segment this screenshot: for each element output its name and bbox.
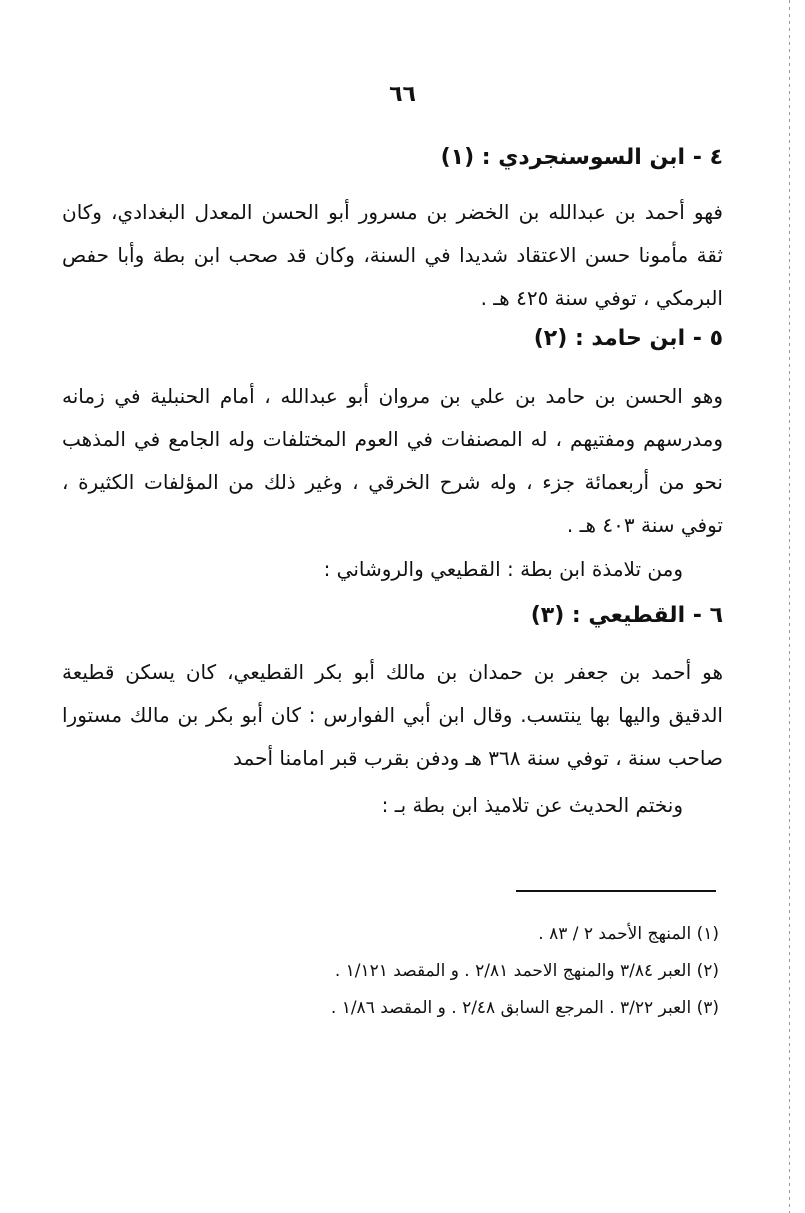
closing-text: ونختم الحديث عن تلاميذ ابن بطة بـ : xyxy=(381,793,683,817)
footnote-2: (٢) العبر ٣/٨٤ والمنهج الاحمد ٢/٨١ . و المقصد ١/١٢١ . xyxy=(334,961,719,981)
transition-block xyxy=(62,548,723,591)
footnote-separator xyxy=(516,890,716,892)
section-6 xyxy=(62,601,723,780)
section-4 xyxy=(62,143,723,320)
page-number: ٦٦ xyxy=(389,82,416,107)
section-5-heading: ٥ - ابن حامد : (٢) xyxy=(533,326,723,351)
section-5 xyxy=(62,324,723,547)
closing-block xyxy=(62,784,723,827)
section-6-paragraph: هو أحمد بن جعفر بن حمدان بن مالك أبو بكر القطيعي، كان يسكن قطيعة الدقيق واليها بها ينتسب. وقال ابن أبي الفوارس : كان أبو بكر بن مالك مستورا صاحب سنة ، توفي سنة ٣٦٨ هـ ودفن بقرب قبر امامنا أحمد xyxy=(62,660,723,770)
section-4-paragraph: فهو أحمد بن عبدالله بن الخضر بن مسرور أبو الحسن المعدل البغدادي، وكان ثقة مأمونا حسن الاعتقاد شديدا في السنة، وكان قد صحب ابن بطة وأبا حفص البرمكي ، توفي سنة ٤٢٥ هـ . xyxy=(62,200,723,310)
footnote-1: (١) المنهج الأحمد ٢ / ٨٣ . xyxy=(538,924,719,944)
section-6-heading: ٦ - القطيعي : (٣) xyxy=(530,603,723,628)
scan-edge-line xyxy=(789,0,790,1213)
section-5-paragraph: وهو الحسن بن حامد بن علي بن مروان أبو عبدالله ، أمام الحنبلية في زمانه ومدرسهم ومفتيهم ، له المصنفات في العوم المختلفات وله الجامع في المذهب نحو من أربعمائة جزء ، وله شرح الخرقي ، وغير ذلك من المؤلفات الكثيرة ، توفي سنة ٤٠٣ هـ . xyxy=(62,384,723,537)
footnote-3: (٣) العبر ٣/٢٢ . المرجع السابق ٢/٤٨ . و المقصد ١/٨٦ . xyxy=(330,998,719,1018)
footnotes xyxy=(220,916,719,1027)
section-4-heading: ٤ - ابن السوسنجردي : (١) xyxy=(440,145,723,170)
transition-text: ومن تلامذة ابن بطة : القطيعي والروشاني : xyxy=(323,557,683,581)
